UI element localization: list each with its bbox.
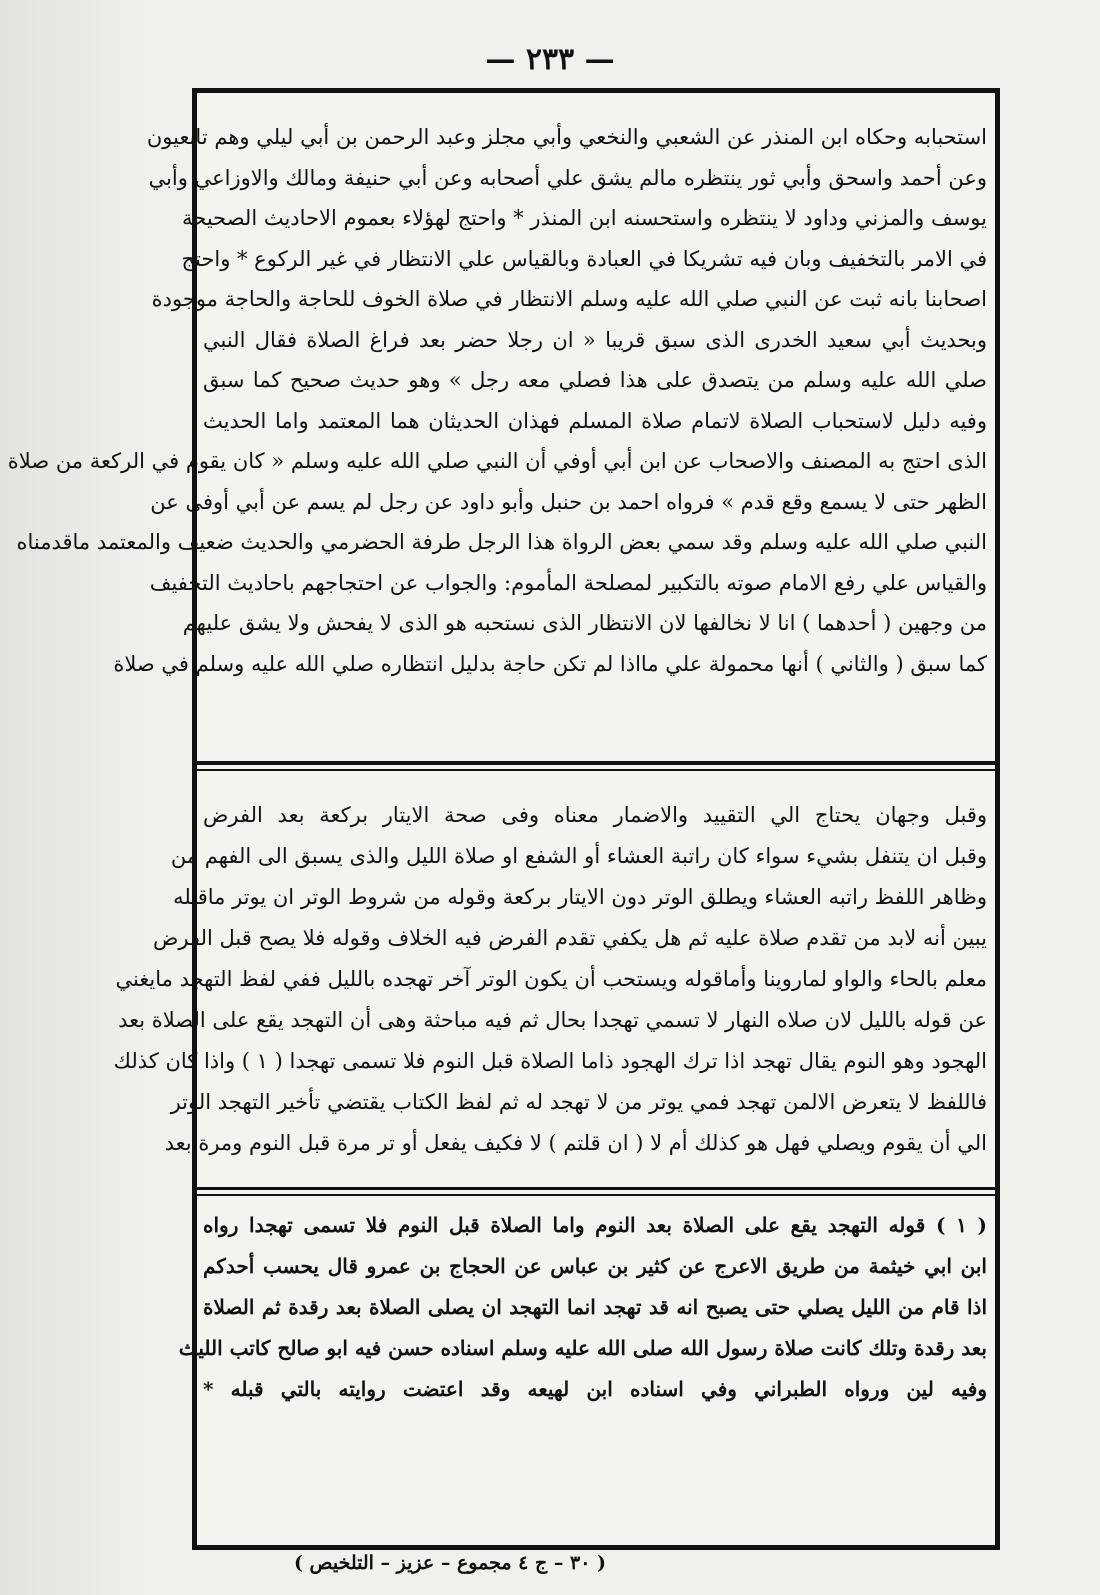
text-line: الهجود وهو النوم يقال تهجد اذا ترك الهجود ذاما الصلاة قبل النوم فلا تسمى تهجدا ( ١ ) واذا كان كذلك bbox=[113, 1049, 987, 1073]
footnote-line: وفيه لين ورواه الطبراني وفي اسناده ابن لهيعه وقد اعتضت روايته بالتي قبله * bbox=[203, 1377, 987, 1401]
footnote-line: ابن ابي خيثمة من طريق الاعرج عن كثير بن عباس عن الحجاج بن عمرو قال يحسب أحدكم bbox=[203, 1254, 987, 1278]
section-divider-thin bbox=[197, 769, 995, 771]
footnote-line: ( ١ ) قوله التهجد يقع على الصلاة بعد النوم واما الصلاة قبل النوم فلا تسمى تهجدا رواه bbox=[203, 1213, 987, 1237]
text-line: الذى احتج به المصنف والاصحاب عن ابن أبي أوفي أن النبي صلي الله عليه وسلم « كان يقوم في الركعة من صلاة bbox=[7, 449, 987, 473]
main-commentary bbox=[7, 117, 987, 684]
footnote-divider bbox=[197, 1187, 995, 1190]
text-line: وقبل ان يتنفل بشيء سواء كان راتبة العشاء أو الشفع او صلاة الليل والذى يسبق الى الفهم من bbox=[170, 844, 987, 868]
footnote-divider-thin bbox=[197, 1194, 995, 1196]
text-line: النبي صلي الله عليه وسلم وقد سمي بعض الرواة هذا الرجل طرفة الحضرمي والحديث ضعيف والمعتمد ماقدمناه bbox=[16, 530, 987, 554]
section-divider bbox=[197, 761, 995, 765]
text-line: وفيه دليل لاستحباب الصلاة لاتمام صلاة المسلم فهذان الحديثان هما المعتمد واما الحديث bbox=[203, 408, 987, 433]
text-line: وقبل وجهان يحتاج الي التقييد والاضمار معناه وفى صحة الايتار بركعة بعد الفرض bbox=[203, 803, 987, 827]
text-line: كما سبق ( والثاني ) أنها محمولة علي مااذا لم تكن حاجة بدليل انتظاره صلي الله عليه وسلم في صلاة bbox=[113, 651, 987, 676]
text-line: استحبابه وحكاه ابن المنذر عن الشعبي والنخعي وأبي مجلز وعبد الرحمن بن أبي ليلي وهم تابعيون bbox=[146, 125, 987, 149]
text-line: الي أن يقوم ويصلي فهل هو كذلك أم لا ( ان قلتم ) لا فكيف يفعل أو تر مرة قبل النوم ومرة بعد bbox=[164, 1131, 987, 1155]
text-line: الظهر حتى لا يسمع وقع قدم » فرواه احمد بن حنبل وأبو داود عن رجل لم يسم عن أبي أوفى عن bbox=[150, 489, 987, 514]
text-line: في الامر بالتخفيف وبان فيه تشريكا في العبادة وبالقياس علي الانتظار في غير الركوع * واحتج bbox=[181, 246, 987, 271]
footnote bbox=[178, 1205, 987, 1410]
source-signature: ( ٣٠ – ج ٤ مجموع – عزيز – التلخيص ) bbox=[293, 1552, 607, 1574]
text-line: من وجهين ( أحدهما ) انا لا نخالفها لان الانتظار الذى نستحبه هو الذى لا يفحش ولا يشق عليهم bbox=[182, 611, 987, 635]
footnote-line: بعد رقدة وتلك كانت صلاة رسول الله صلى الله عليه وسلم اسناده حسن فيه ابو صالح كاتب الليث bbox=[178, 1336, 987, 1360]
text-line: عن قوله بالليل لان صلاه النهار لا تسمي تهجدا بحال ثم فيه مباحثة وهى أن التهجد يقع على الصلاة بعد bbox=[118, 1008, 987, 1032]
text-line: معلم بالحاء والواو لماروينا وأماقوله ويستحب أن يكون الوتر آخر تهجده بالليل ففي لفظ التهجد مايغني bbox=[115, 967, 987, 991]
text-line: فاللفظ لا يتعرض الالمن تهجد فمي يوتر من لا تهجد له ثم لفظ الكتاب يقتضي تأخير التهجد الوتر bbox=[170, 1090, 987, 1114]
page-edge-shadow bbox=[0, 0, 150, 1595]
text-line: يوسف والمزني وداود لا ينتظره واستحسنه ابن المنذر * واحتج لهؤلاء بعموم الاحاديث الصحيحة bbox=[182, 206, 987, 230]
page-number: — ٢٣٣ — bbox=[485, 42, 615, 77]
text-line: يبين أنه لابد من تقدم صلاة عليه ثم هل يكفي تقدم الفرض فيه الخلاف وقوله فلا يصح قبل الفرض bbox=[152, 926, 987, 950]
text-line: اصحابنا بانه ثبت عن النبي صلي الله عليه وسلم الانتظار في صلاة الخوف للحاجة والحاجة موجودة bbox=[151, 287, 987, 311]
text-line: صلي الله عليه وسلم من يتصدق على هذا فصلي معه رجل » وهو حديث صحيح كما سبق bbox=[203, 368, 987, 392]
text-line: والقياس علي رفع الامام صوته بالتكبير لمصلحة المأموم: والجواب عن احتجاجهم باحاديث التخفيف bbox=[149, 570, 987, 595]
text-line: وظاهر اللفظ راتبه العشاء ويطلق الوتر دون الايتار بركعة وقوله من شروط الوتر ان يوتر ماقبله bbox=[173, 885, 987, 909]
text-frame bbox=[7, 88, 1000, 1550]
footnote-line: اذا قام من الليل يصلي حتى يصبح انه قد تهجد انما التهجد ان يصلى الصلاة بعد رقدة ثم الصلاة bbox=[203, 1295, 987, 1319]
text-line: وعن أحمد واسحق وأبي ثور ينتظره مالم يشق علي أصحابه وعن أبي حنيفة ومالك والاوزاعي وأبي bbox=[148, 165, 987, 190]
text-line: وبحديث أبي سعيد الخدرى الذى سبق قريبا « ان رجلا حضر بعد فراغ الصلاة فقال النبي bbox=[203, 327, 987, 352]
secondary-commentary bbox=[113, 795, 987, 1164]
